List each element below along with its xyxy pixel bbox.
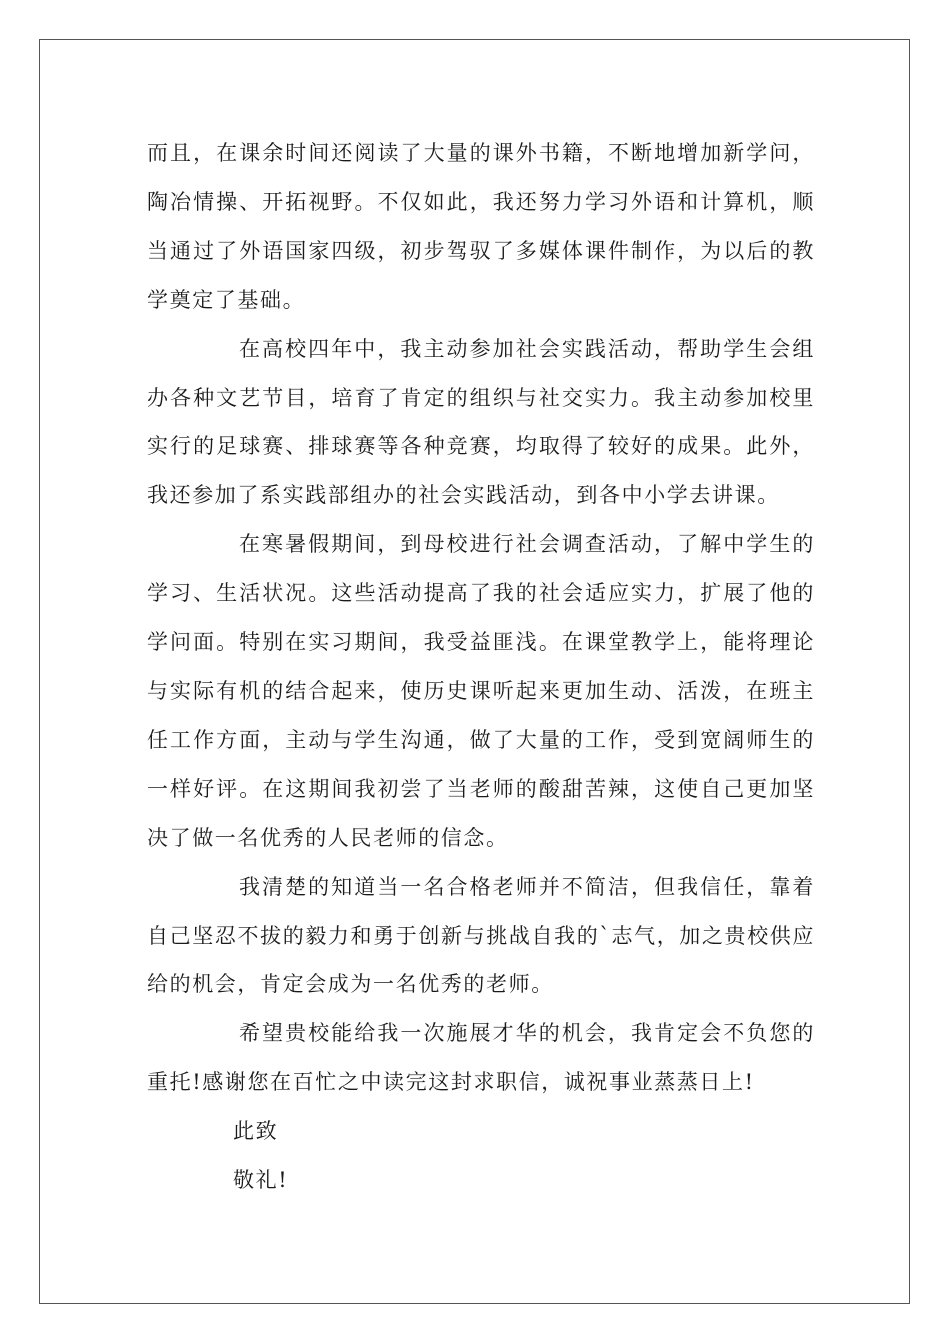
paragraph-3: 在寒暑假期间，到母校进行社会调查活动，了解中学生的学习、生活状况。这些活动提高了我的社会适应实力，扩展了他的学问面。特别在实习期间，我受益匪浅。在课堂教学上，能将理论与实际有机的结合起来，使历史课听起来更加生动、活泼，在班主任工作方面，主动与学生沟通，做了大量的工作，受到宽阔师生的一样好评。在这期间我初尝了当老师的酸甜苦辣，这使自己更加坚决了做一名优秀的人民老师的信念。 [147, 532, 815, 850]
closing-salutation: 此致 [233, 1119, 279, 1144]
paragraph-1: 而且，在课余时间还阅读了大量的课外书籍，不断地增加新学问，陶冶情操、开拓视野。不仅如此，我还努力学习外语和计算机，顺当通过了外语国家四级，初步驾驭了多媒体课件制作，为以后的教学奠定了基础。 [147, 141, 815, 312]
letter-body [147, 129, 815, 1205]
paragraph-5: 希望贵校能给我一次施展才华的机会，我肯定会不负您的重托!感谢您在百忙之中读完这封求职信，诚祝事业蒸蒸日上! [147, 1021, 815, 1095]
paragraph-2: 在高校四年中，我主动参加社会实践活动，帮助学生会组办各种文艺节目，培育了肯定的组织与社交实力。我主动参加校里实行的足球赛、排球赛等各种竞赛，均取得了较好的成果。此外，我还参加了系实践部组办的社会实践活动，到各中小学去讲课。 [147, 336, 815, 508]
closing-regards: 敬礼! [233, 1168, 289, 1193]
paragraph-4: 我清楚的知道当一名合格老师并不简洁，但我信任，靠着自己坚忍不拔的毅力和勇于创新与挑战自我的`志气，加之贵校供应给的机会，肯定会成为一名优秀的老师。 [147, 874, 815, 997]
